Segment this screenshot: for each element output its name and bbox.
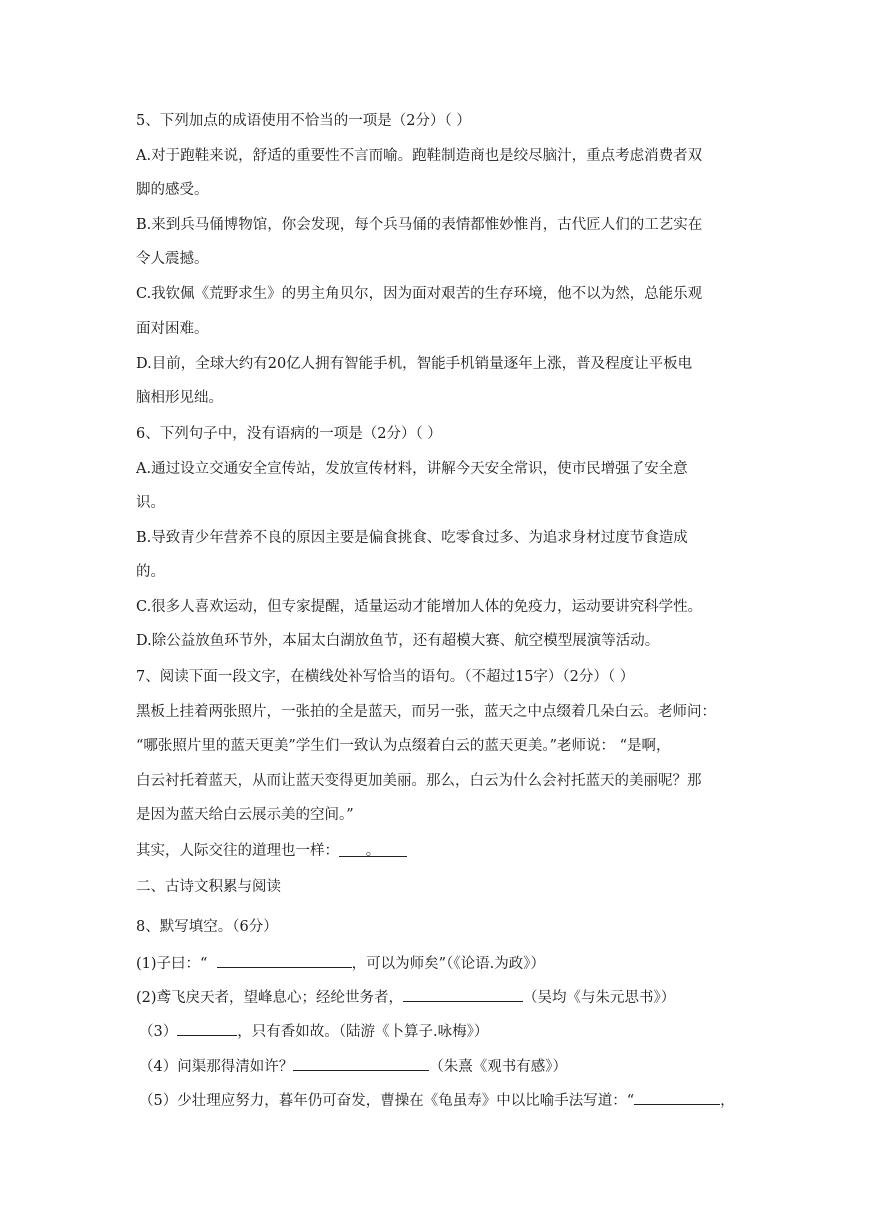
q8-item-3-blank[interactable] <box>177 1020 237 1036</box>
q8-item-3-prefix: （3） <box>139 1024 178 1040</box>
q6-option-b-line1: B.导致青少年营养不良的原因主要是偏食挑食、吃零食过多、为追求身材过度节食造成 <box>136 530 688 546</box>
question-7-stem: 7、阅读下面一段文字，在横线处补写恰当的语句。（不超过15字）（2分）（ ） <box>136 669 635 685</box>
question-8-stem: 8、默写填空。（6分） <box>136 919 278 935</box>
q7-answer-period: 。 <box>365 843 381 859</box>
q5-option-c-line2: 面对困难。 <box>136 321 209 337</box>
q8-item-5 <box>139 1089 737 1111</box>
q8-item-5-prefix: （5）少壮理应努力，暮年仍可奋发，曹操在《龟虽寿》中以比喻手法写道：“ <box>139 1093 635 1109</box>
q8-item-1-suffix: ，可以为师矣”（《论语.为政》） <box>351 956 545 972</box>
q5-option-d-line2: 脑相形见绌。 <box>136 390 223 406</box>
q8-item-2-suffix: （吴均《与朱元思书》） <box>523 990 676 1006</box>
q6-option-d: D.除公益放鱼环节外，本届太白湖放鱼节，还有超模大赛、航空模型展演等活动。 <box>136 633 660 649</box>
q7-passage-line3: 白云衬托着蓝天，从而让蓝天变得更加美丽。那么，白云为什么会衬托蓝天的美丽呢？那 <box>136 773 702 789</box>
q7-passage-line1: 黑板上挂着两张照片，一张拍的全是蓝天，而另一张，蓝天之中点缀着几朵白云。老师问： <box>136 704 716 720</box>
question-5-stem: 5、下列加点的成语使用不恰当的一项是（2分）（ ） <box>136 113 471 129</box>
q5-option-a-line1: A.对于跑鞋来说，舒适的重要性不言而喻。跑鞋制造商也是绞尽脑汁，重点考虑消费者双 <box>136 148 703 164</box>
q5-option-a-line2: 脚的感受。 <box>136 182 209 198</box>
q8-item-1-blank[interactable] <box>217 952 352 968</box>
section-2-heading: 二、古诗文积累与阅读 <box>136 879 281 895</box>
q8-item-1-prefix: (1)子曰：“ <box>136 956 208 972</box>
q5-option-d-line1: D.目前，全球大约有20亿人拥有智能手机，智能手机销量逐年上涨，普及程度让平板电 <box>136 356 693 372</box>
q8-item-4-blank[interactable] <box>293 1055 429 1071</box>
q5-option-b-line1: B.来到兵马俑博物馆，你会发现，每个兵马俑的表情都惟妙惟肖，古代匠人们的工艺实在 <box>136 217 703 233</box>
question-6-stem: 6、下列句子中，没有语病的一项是（2分）（ ） <box>136 426 442 442</box>
q7-passage-line4: 是因为蓝天给白云展示美的空间。” <box>136 807 354 823</box>
q5-option-c-line1: C.我钦佩《荒野求生》的男主角贝尔，因为面对艰苦的生存环境，他不以为然，总能乐观 <box>136 286 703 302</box>
q8-item-5-suffix: ， <box>720 1093 735 1109</box>
q8-item-1 <box>136 952 736 974</box>
q7-answer-prefix: 其实，人际交往的道理也一样： <box>136 843 339 859</box>
q8-item-3-suffix: ，只有香如故。（陆游《卜算子.咏梅》） <box>237 1024 489 1040</box>
q6-option-a-line2: 识。 <box>136 495 165 511</box>
q8-item-3 <box>139 1020 739 1042</box>
q6-option-c: C.很多人喜欢运动，但专家提醒，适量运动才能增加人体的免疫力，运动要讲究科学性。 <box>136 599 703 615</box>
q7-answer-line <box>136 841 736 861</box>
q8-item-2 <box>136 986 736 1008</box>
q8-item-2-prefix: (2)鸢飞戾天者，望峰息心；经纶世务者， <box>136 990 404 1006</box>
q6-option-a-line1: A.通过设立交通安全宣传站，发放宣传材料，讲解今天安全常识，使市民增强了安全意 <box>136 461 688 477</box>
q6-option-b-line2: 的。 <box>136 564 165 580</box>
q5-option-b-line2: 令人震撼。 <box>136 251 209 267</box>
q7-passage-line2: “哪张照片里的蓝天更美”学生们一致认为点缀着白云的蓝天更美。”老师说： “是啊， <box>136 738 671 754</box>
q8-item-5-blank[interactable] <box>634 1089 720 1105</box>
q7-answer-blank[interactable] <box>339 841 407 857</box>
q8-item-4-suffix: （朱熹《观书有感》） <box>429 1059 567 1075</box>
q8-item-4 <box>139 1055 739 1077</box>
q8-item-2-blank[interactable] <box>403 986 523 1002</box>
q8-item-4-prefix: （4）问渠那得清如许？ <box>139 1059 294 1075</box>
